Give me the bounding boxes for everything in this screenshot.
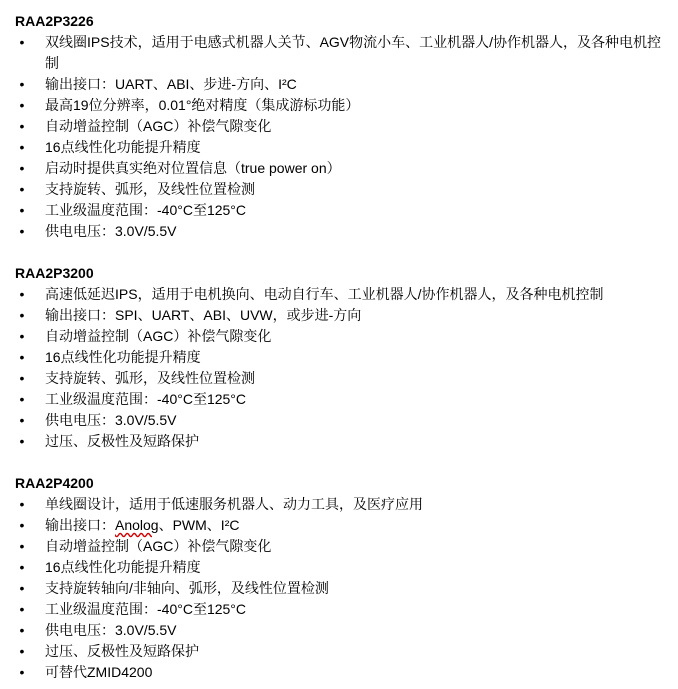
list-item-text: 自动增益控制（AGC）补偿气隙变化 [45, 538, 272, 554]
bullet-icon: • [19, 223, 25, 239]
bullet-icon: • [19, 307, 25, 323]
list-item-text: 工业级温度范围：-40°C至125°C [45, 391, 247, 407]
list-item [15, 599, 678, 620]
list-item [15, 410, 678, 431]
bullet-icon: • [19, 370, 25, 386]
bullet-icon: • [19, 496, 25, 512]
bullet-icon: • [19, 643, 25, 659]
list-item [15, 179, 678, 200]
list-item-text: 供电电压：3.0V/5.5V [45, 622, 177, 638]
bullet-icon: • [19, 328, 25, 344]
list-item [15, 578, 678, 599]
section-title: RAA2P3226 [15, 13, 94, 29]
bullet-icon: • [19, 391, 25, 407]
bullet-icon: • [19, 538, 25, 554]
feature-list [15, 284, 678, 452]
list-item [15, 221, 678, 242]
bullet-icon: • [19, 559, 25, 575]
list-item-text: 自动增益控制（AGC）补偿气隙变化 [45, 118, 272, 134]
bullet-icon: • [19, 160, 25, 176]
list-item-text: 工业级温度范围：-40°C至125°C [45, 202, 247, 218]
list-item-text: 16点线性化功能提升精度 [45, 559, 201, 575]
bullet-icon: • [19, 139, 25, 155]
list-item-text: 16点线性化功能提升精度 [45, 139, 201, 155]
list-item [15, 200, 678, 221]
list-item-text: 启动时提供真实绝对位置信息（true power on） [45, 160, 341, 176]
list-item [15, 326, 678, 347]
list-item-text: 支持旋转、弧形，及线性位置检测 [45, 181, 255, 197]
bullet-icon: • [19, 202, 25, 218]
list-item-text: 供电电压：3.0V/5.5V [45, 223, 177, 239]
bullet-icon: • [19, 622, 25, 638]
feature-list [15, 494, 678, 683]
section-title: RAA2P4200 [15, 475, 94, 491]
bullet-icon: • [19, 118, 25, 134]
bullet-icon: • [19, 580, 25, 596]
bullet-icon: • [19, 76, 25, 92]
list-item [15, 557, 678, 578]
section-raa2p4200 [15, 473, 678, 683]
list-item [15, 284, 678, 305]
list-item-text: 支持旋转、弧形，及线性位置检测 [45, 370, 255, 386]
list-item-text: 输出接口：Anolog、PWM、I²C [45, 517, 240, 533]
bullet-icon: • [19, 34, 25, 50]
list-item [15, 431, 678, 452]
list-item [15, 116, 678, 137]
list-item [15, 368, 678, 389]
bullet-icon: • [19, 181, 25, 197]
list-item-text: 16点线性化功能提升精度 [45, 349, 201, 365]
list-item-text: 单线圈设计，适用于低速服务机器人、动力工具，及医疗应用 [45, 496, 423, 512]
list-item-text: 过压、反极性及短路保护 [45, 433, 199, 449]
list-item [15, 389, 678, 410]
list-item-text: 可替代ZMID4200 [45, 664, 153, 680]
list-item-text: 最高19位分辨率，0.01°绝对精度（集成游标功能） [45, 97, 360, 113]
section-title: RAA2P3200 [15, 265, 94, 281]
list-item [15, 536, 678, 557]
list-item [15, 305, 678, 326]
list-item-text: 输出接口：UART、ABI、步进-方向、I²C [45, 76, 297, 92]
bullet-icon: • [19, 517, 25, 533]
list-item [15, 32, 678, 74]
list-item-text: 过压、反极性及短路保护 [45, 643, 199, 659]
list-item-text: 自动增益控制（AGC）补偿气隙变化 [45, 328, 272, 344]
list-item [15, 662, 678, 683]
list-item-text: 供电电压：3.0V/5.5V [45, 412, 177, 428]
bullet-icon: • [19, 433, 25, 449]
section-raa2p3226 [15, 0, 678, 242]
list-item-text: 高速低延迟IPS，适用于电机换向、电动自行车、工业机器人/协作机器人，及各种电机控制 [45, 286, 604, 302]
list-item-text: 输出接口：SPI、UART、ABI、UVW，或步进-方向 [45, 307, 362, 323]
list-item-text: 双线圈IPS技术，适用于电感式机器人关节、AGV物流小车、工业机器人/协作机器人，及各种电机控制 [45, 34, 662, 71]
list-item [15, 347, 678, 368]
bullet-icon: • [19, 601, 25, 617]
list-item [15, 158, 678, 179]
spellcheck-mark: Anolog [115, 517, 159, 533]
bullet-icon: • [19, 412, 25, 428]
bullet-icon: • [19, 349, 25, 365]
list-item [15, 74, 678, 95]
feature-list [15, 32, 678, 242]
list-item-text: 工业级温度范围：-40°C至125°C [45, 601, 247, 617]
list-item [15, 515, 678, 536]
bullet-icon: • [19, 664, 25, 680]
section-raa2p3200 [15, 263, 678, 452]
bullet-icon: • [19, 97, 25, 113]
list-item [15, 137, 678, 158]
list-item [15, 95, 678, 116]
list-item [15, 620, 678, 641]
list-item [15, 641, 678, 662]
list-item [15, 494, 678, 515]
list-item-text: 支持旋转轴向/非轴向、弧形，及线性位置检测 [45, 580, 329, 596]
bullet-icon: • [19, 286, 25, 302]
